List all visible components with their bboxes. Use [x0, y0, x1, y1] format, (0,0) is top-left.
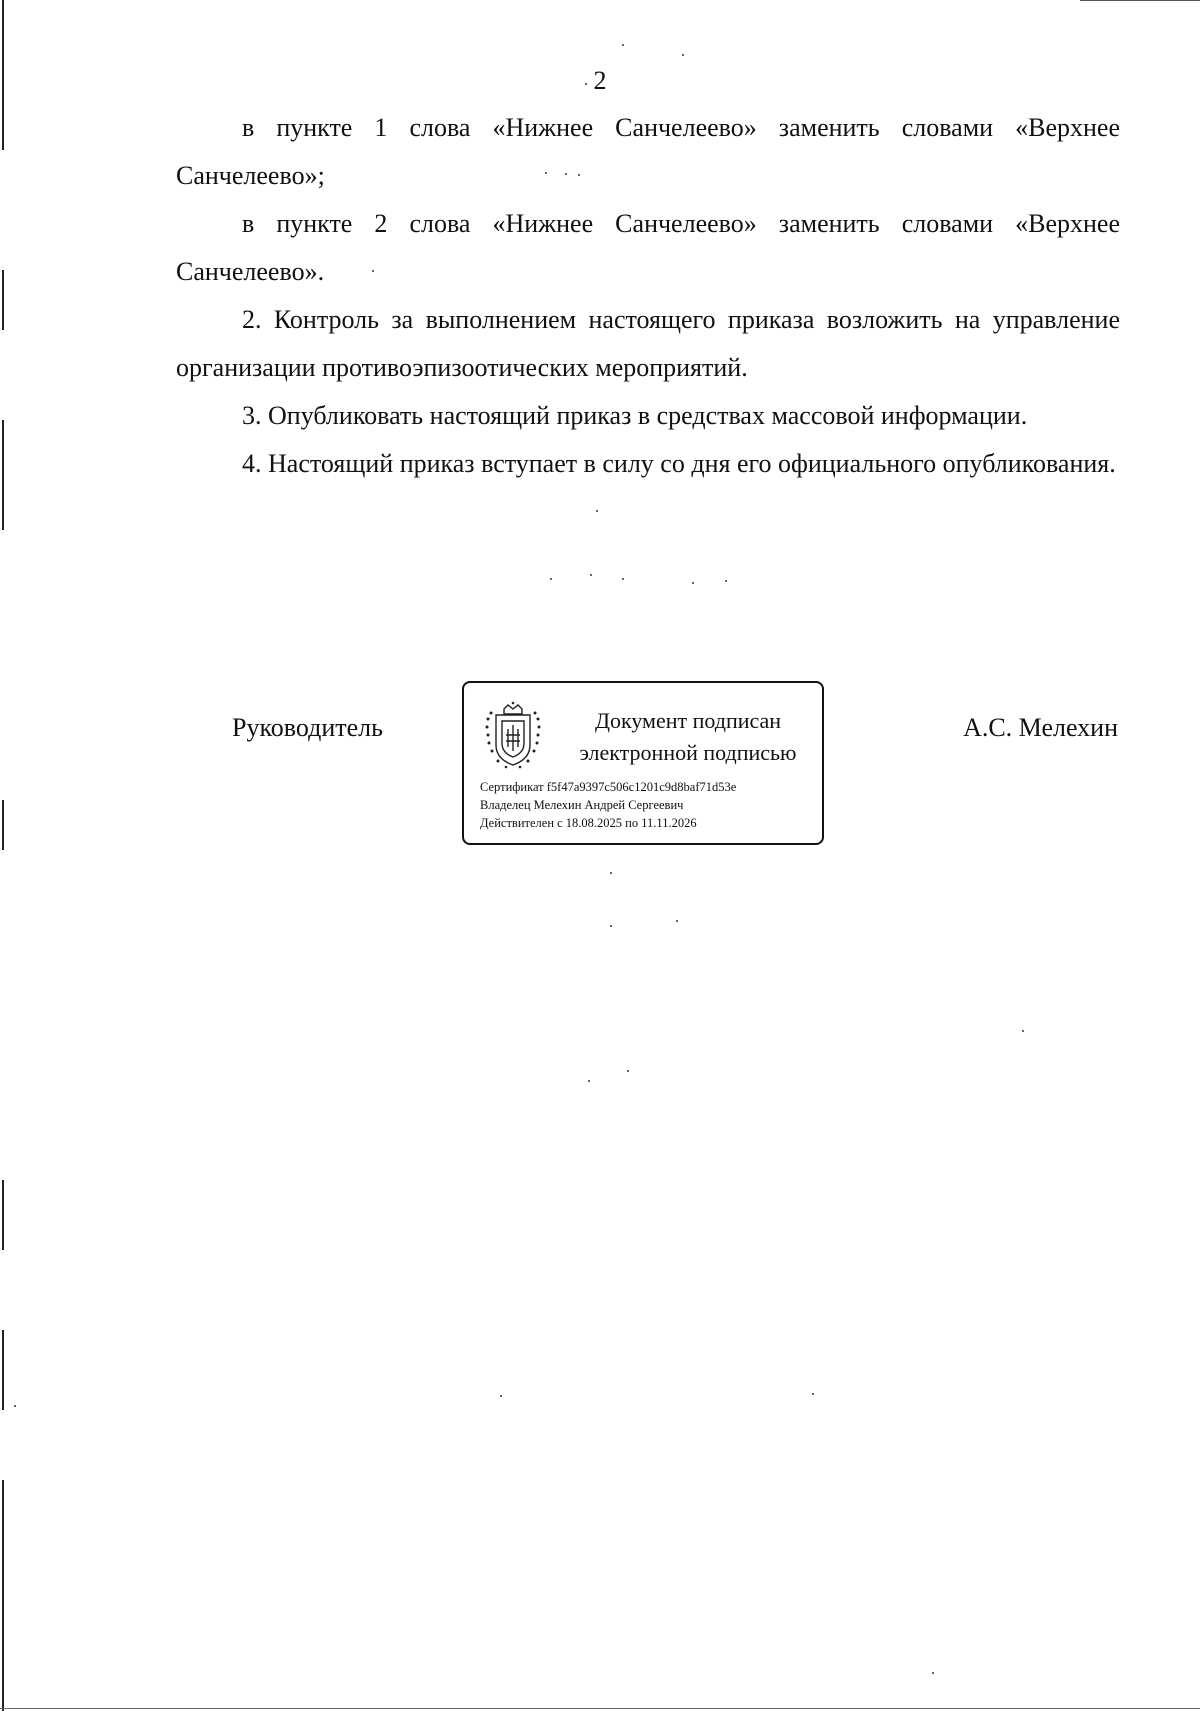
paragraph-control: 2. Контроль за выполнением настоящего приказа возложить на управление организации противоэпизоотических мероприятий.	[176, 305, 1120, 382]
scan-edge-mark	[2, 1330, 4, 1410]
scan-speck	[610, 872, 612, 874]
document-body	[176, 104, 1120, 488]
scan-speck	[610, 925, 612, 927]
scan-speck	[812, 1393, 814, 1395]
scan-speck	[545, 172, 547, 174]
scan-edge-mark	[2, 420, 4, 530]
paragraph-amendment-2: в пункте 2 слова «Нижнее Санчелеево» заменить словами «Верхнее Санчелеево».	[176, 209, 1120, 286]
certificate-number: Сертификат f5f47a9397c506c1201c9d8baf71d53e	[480, 780, 737, 794]
paragraph-effective: 4. Настоящий приказ вступает в силу со дня его официального опубликования.	[242, 449, 1116, 478]
scan-speck	[932, 1672, 934, 1674]
scan-speck	[676, 920, 678, 922]
paragraph-amendment-1: в пункте 1 слова «Нижнее Санчелеево» заменить словами «Верхнее Санчелеево»;	[176, 113, 1120, 190]
electronic-signature-stamp	[462, 681, 824, 845]
scan-top-rule	[1080, 0, 1200, 1]
certificate-validity: Действителен с 18.08.2025 по 11.11.2026	[480, 816, 697, 830]
coat-of-arms-icon	[482, 701, 544, 769]
scan-edge-mark	[2, 1480, 4, 1711]
scan-speck	[725, 580, 727, 582]
scan-speck	[372, 270, 374, 272]
scan-speck	[622, 44, 624, 46]
scan-speck	[590, 574, 592, 576]
paragraph-publish: 3. Опубликовать настоящий приказ в средствах массовой информации.	[242, 401, 1028, 430]
signature-stamp-details	[480, 778, 816, 832]
scan-speck	[588, 1080, 590, 1082]
signature-stamp-title	[560, 705, 816, 769]
scan-speck	[627, 1070, 629, 1072]
scan-speck	[500, 1395, 502, 1397]
scan-speck	[550, 578, 552, 580]
scan-edge-mark	[2, 270, 4, 330]
scan-bottom-rule	[0, 1708, 1200, 1709]
scan-speck	[596, 510, 598, 512]
scan-speck	[692, 582, 694, 584]
signatory-role: Руководитель	[232, 713, 383, 742]
certificate-owner: Владелец Мелехин Андрей Сергеевич	[480, 798, 684, 812]
scan-speck	[585, 83, 587, 85]
signatory-name: А.С. Мелехин	[963, 713, 1118, 742]
scan-edge-mark	[2, 1180, 4, 1250]
scan-speck	[14, 1405, 16, 1407]
signature-stamp-title-line-1: Документ подписан	[594, 708, 782, 733]
scan-speck	[565, 173, 567, 175]
scan-edge-mark	[2, 800, 4, 850]
signature-stamp-title-line-2: электронной подписью	[579, 740, 797, 765]
scan-speck	[622, 578, 624, 580]
scan-speck	[682, 54, 684, 56]
scan-speck	[1022, 1030, 1024, 1032]
scan-edge-mark	[2, 0, 4, 150]
scan-speck	[578, 174, 580, 176]
page-number: 2	[593, 66, 607, 95]
